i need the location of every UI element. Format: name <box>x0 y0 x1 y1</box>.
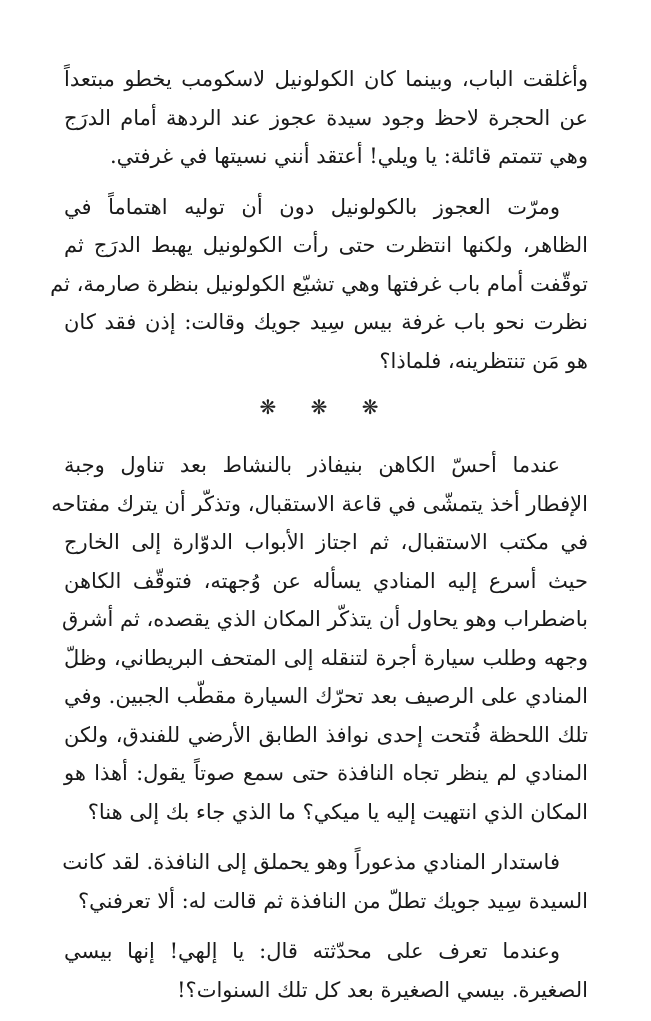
text-line: وأغلقت الباب، وبينما كان الكولونيل لاسكومب يخطو مبتعداً <box>64 67 588 91</box>
section-separator: ❋ ❋ ❋ <box>259 395 393 419</box>
text-line: توقّفت أمام باب غرفتها وهي تشيّع الكولونيل بنظرة صارمة، ثم <box>50 271 588 296</box>
text-line: هو مَن تنتظرينه، فلماذا؟ <box>379 348 588 373</box>
text-line: الظاهر، ولكنها انتظرت حتى رأت الكولونيل يهبط الدرَج ثم <box>64 233 588 257</box>
text-line: تلك اللحظة فُتحت إحدى نوافذ الطابق الأرضي للفندق، ولكن <box>64 722 588 747</box>
text-line: ومرّت العجوز بالكولونيل دون أن توليه اهتماماً في <box>64 194 560 219</box>
text-line: نظرت نحو باب غرفة بيس سِيد جويك وقالت: إذن فقد كان <box>64 310 588 334</box>
text-line: باضطراب وهو يحاول أن يتذكّر المكان الذي يقصده، ثم أشرق <box>62 607 588 631</box>
text-line: المنادي لم ينظر تجاه النافذة حتى سمع صوتاً يقول: أهذا هو <box>64 761 588 785</box>
text-line: عندما أحسّ الكاهن بنيفاذر بالنشاط بعد تناول وجبة <box>64 453 560 477</box>
text-line: فاستدار المنادي مذعوراً وهو يحملق إلى النافذة. لقد كانت <box>62 850 560 874</box>
text-line: حيث أسرع إليه المنادي يسأله عن وُجهته، فتوقّف الكاهن <box>64 568 588 593</box>
paragraph-1 <box>64 60 588 176</box>
text-line: الصغيرة. بيسي الصغيرة بعد كل تلك السنوات؟! <box>177 977 588 1002</box>
text-line: وعندما تعرف على محدّثته قال: يا إلهي! إنها بيسي <box>64 939 560 963</box>
paragraph-3 <box>51 446 588 831</box>
text-line: السيدة سِيد جويك تطلّ من النافذة ثم قالت له: ألا تعرفني؟ <box>77 888 588 913</box>
text-line: الإفطار أخذ يتمشّى في قاعة الاستقبال، وتذكّر أن يترك مفتاحه <box>51 491 588 516</box>
paragraph-5 <box>64 932 588 1009</box>
paragraph-4 <box>64 843 588 920</box>
paragraph-2 <box>50 188 588 381</box>
text-line: وجهه وطلب سيارة أجرة لتنقله إلى المتحف البريطاني، وظلّ <box>64 645 588 670</box>
text-line: عن الحجرة لاحظ وجود سيدة عجوز عند الردهة أمام الدرَج <box>64 105 588 130</box>
text-line: في مكتب الاستقبال، ثم اجتاز الأبواب الدوّارة إلى الخارج <box>64 530 588 554</box>
text-line: المنادي على الرصيف بعد تحرّك السيارة مقطّب الجبين. وفي <box>64 684 588 708</box>
text-line: المكان الذي انتهيت إليه يا ميكي؟ ما الذي جاء بك إلى هنا؟ <box>87 799 588 824</box>
text-line: وهي تتمتم قائلة: يا ويلي! أعتقد أنني نسيتها في غرفتي. <box>110 144 588 168</box>
book-page <box>50 60 588 1021</box>
